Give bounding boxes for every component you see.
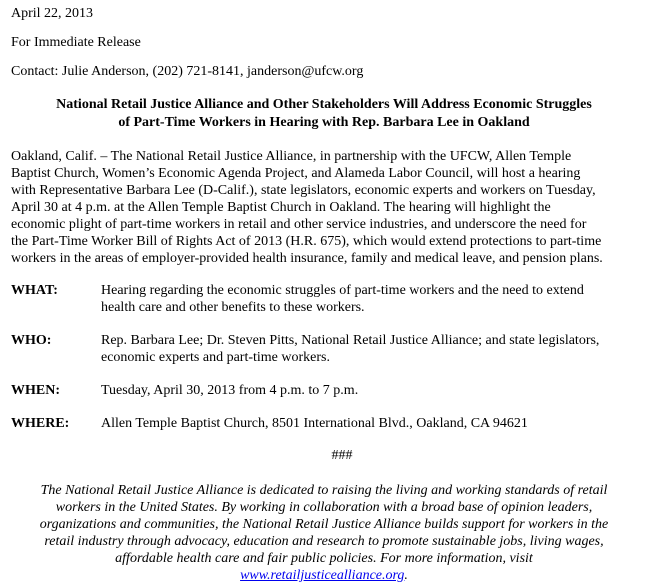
headline xyxy=(11,96,637,132)
release-type: For Immediate Release xyxy=(11,35,141,50)
detail-where-line-1: Allen Temple Baptist Church, 8501 International Blvd., Oakland, CA 94621 xyxy=(101,416,528,431)
end-mark: ### xyxy=(331,448,353,463)
headline-line-2: of Part-Time Workers in Hearing with Rep. Barbara Lee in Oakland xyxy=(118,115,530,130)
detail-who-label: WHO: xyxy=(11,333,52,348)
detail-when-line-1: Tuesday, April 30, 2013 from 4 p.m. to 7 p.m. xyxy=(101,383,359,398)
detail-who-value xyxy=(101,332,599,366)
website-link[interactable]: www.retailjusticealliance.org xyxy=(240,568,405,583)
detail-who-line-2: economic experts and part-time workers. xyxy=(101,350,330,365)
boilerplate-line-5: affordable health care and fair public policies. For more information, visit xyxy=(115,551,533,566)
body-paragraph xyxy=(11,148,637,267)
body-line-6: the Part-Time Worker Bill of Rights Act of 2013 (H.R. 675), which would extend protections to part-time xyxy=(11,234,602,249)
release-date: April 22, 2013 xyxy=(11,6,94,21)
body-line-7: workers in the areas of employer-provided health insurance, family and medical leave, and pension plans. xyxy=(11,251,603,266)
detail-when-value xyxy=(101,382,358,399)
detail-what xyxy=(11,282,637,316)
detail-when xyxy=(11,382,637,399)
detail-what-line-2: health care and other benefits to these workers. xyxy=(101,300,365,315)
detail-what-value xyxy=(101,282,584,316)
detail-when-label: WHEN: xyxy=(11,383,60,398)
detail-where-value xyxy=(101,415,528,432)
boilerplate xyxy=(11,482,637,584)
detail-what-line-1: Hearing regarding the economic struggles of part-time workers and the need to extend xyxy=(101,283,584,298)
link-period: . xyxy=(404,568,408,583)
contact-line: Contact: Julie Anderson, (202) 721-8141, janderson@ufcw.org xyxy=(11,64,364,79)
headline-line-1: National Retail Justice Alliance and Other Stakeholders Will Address Economic Struggles xyxy=(56,97,592,112)
detail-where-label: WHERE: xyxy=(11,416,70,431)
body-line-1: Oakland, Calif. – The National Retail Justice Alliance, in partnership with the UFCW, Allen Temple xyxy=(11,149,572,164)
body-line-2: Baptist Church, Women’s Economic Agenda Project, and Alameda Labor Council, will host a hearing xyxy=(11,166,581,181)
detail-who xyxy=(11,332,637,366)
detail-who-line-1: Rep. Barbara Lee; Dr. Steven Pitts, National Retail Justice Alliance; and state legislators, xyxy=(101,333,600,348)
boilerplate-line-2: workers in the United States. By working in collaboration with a broad base of opinion leaders, xyxy=(55,500,593,515)
boilerplate-line-3: organizations and communities, the National Retail Justice Alliance builds support for workers in the xyxy=(39,517,609,532)
detail-where xyxy=(11,415,637,432)
boilerplate-line-4: retail industry through advocacy, education and research to promote sustainable jobs, living wages, xyxy=(44,534,604,549)
body-line-4: April 30 at 4 p.m. at the Allen Temple Baptist Church in Oakland. The hearing will highlight the xyxy=(11,200,551,215)
detail-what-label: WHAT: xyxy=(11,283,58,298)
boilerplate-link-line xyxy=(11,567,637,584)
boilerplate-line-1: The National Retail Justice Alliance is dedicated to raising the living and working standards of retail xyxy=(40,483,608,498)
body-line-3: with Representative Barbara Lee (D-Calif.), state legislators, economic experts and workers on Tuesday, xyxy=(11,183,596,198)
body-line-5: economic plight of part-time workers in retail and other service industries, and underscore the need for xyxy=(11,217,587,232)
